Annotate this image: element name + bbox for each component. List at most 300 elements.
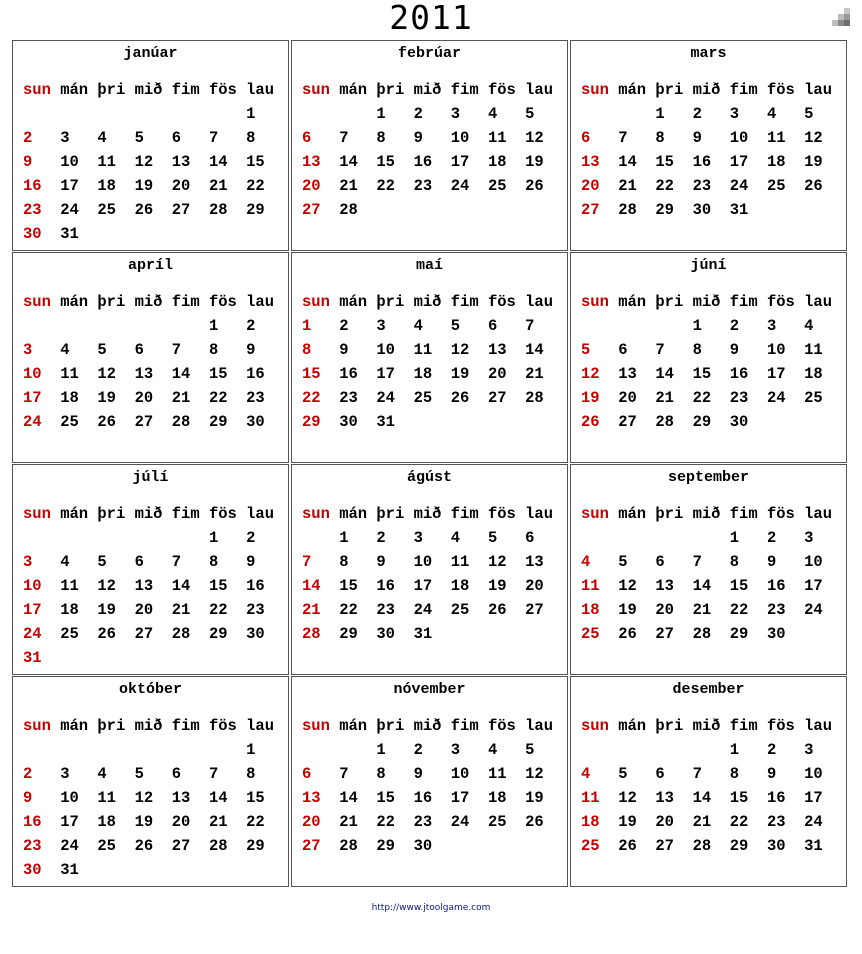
day-cell: 17	[729, 153, 749, 171]
weekday-label: sun	[302, 293, 330, 311]
week-row	[302, 105, 564, 129]
week-row	[302, 601, 564, 625]
weekday-label: fös	[766, 293, 795, 311]
day-cell: 14	[208, 789, 228, 807]
week-row	[581, 741, 843, 765]
day-cell: 26	[134, 837, 154, 855]
day-cell: 14	[171, 365, 191, 383]
day-cell: 20	[134, 601, 154, 619]
day-cell: 1	[729, 741, 740, 759]
day-cell: 3	[729, 105, 740, 123]
weekday-label: sun	[581, 505, 609, 523]
weekday-label: lau	[246, 293, 275, 311]
week-row	[581, 365, 843, 389]
empty-cell	[451, 837, 488, 861]
day-cell: 8	[729, 765, 740, 783]
day-cell: 24	[23, 413, 42, 431]
weekday-label: mán	[60, 81, 89, 99]
day-cell: 5	[134, 129, 144, 147]
day-cell: 4	[413, 317, 423, 335]
weekday-label: sun	[302, 81, 330, 99]
day-cell: 27	[655, 837, 674, 855]
weekday-label: fim	[729, 81, 758, 99]
day-cell: 19	[134, 813, 154, 831]
empty-cell	[172, 741, 209, 765]
day-cell: 1	[376, 105, 386, 123]
week-row	[23, 813, 285, 837]
day-cell: 13	[302, 153, 321, 171]
day-cell: 24	[450, 813, 470, 831]
week-row	[581, 105, 843, 129]
weekday-label: þri	[655, 81, 684, 99]
day-cell: 28	[208, 201, 228, 219]
day-cell: 1	[246, 105, 256, 123]
day-cell: 29	[208, 413, 228, 431]
day-cell: 10	[23, 365, 42, 383]
day-cell: 2	[766, 529, 777, 547]
day-cell: 4	[97, 765, 107, 783]
day-cell: 29	[246, 837, 265, 855]
day-cell: 29	[655, 201, 674, 219]
day-cell: 9	[766, 765, 777, 783]
day-cell: 4	[804, 317, 814, 335]
weekday-label: þri	[655, 293, 684, 311]
day-cell: 6	[302, 765, 312, 783]
day-cell: 12	[134, 153, 154, 171]
week-row	[581, 789, 843, 813]
day-cell: 19	[487, 577, 507, 595]
weekday-header	[23, 505, 285, 529]
empty-cell	[804, 201, 841, 225]
week-row	[302, 553, 564, 577]
month-4	[12, 252, 289, 463]
week-row	[302, 389, 564, 413]
day-cell: 29	[208, 625, 228, 643]
month-name: mars	[690, 45, 727, 62]
day-cell: 12	[581, 365, 600, 383]
month-6	[570, 252, 847, 463]
year-title: 2011	[389, 0, 473, 37]
day-cell: 3	[376, 317, 386, 335]
day-cell: 25	[60, 413, 79, 431]
weekday-label: fös	[208, 717, 237, 735]
day-cell: 8	[208, 553, 219, 571]
day-grid	[302, 717, 564, 861]
weekday-label: fös	[766, 717, 795, 735]
day-grid	[581, 293, 843, 437]
day-cell: 20	[171, 177, 191, 195]
day-cell: 9	[413, 129, 423, 147]
weekday-label: fös	[766, 81, 795, 99]
day-cell: 8	[692, 341, 702, 359]
weekday-label: mið	[692, 505, 721, 523]
week-row	[23, 153, 285, 177]
day-cell: 18	[766, 153, 786, 171]
weekday-label: fös	[766, 505, 795, 523]
month-8	[291, 464, 568, 675]
day-cell: 17	[766, 365, 786, 383]
week-row	[23, 365, 285, 389]
day-cell: 28	[302, 625, 321, 643]
empty-cell	[302, 105, 339, 129]
day-cell: 19	[134, 177, 154, 195]
day-cell: 5	[525, 105, 535, 123]
week-row	[581, 553, 843, 577]
day-cell: 3	[450, 741, 461, 759]
day-cell: 14	[171, 577, 191, 595]
day-cell: 11	[60, 365, 79, 383]
weekday-label: þri	[97, 293, 126, 311]
month-7	[12, 464, 289, 675]
day-cell: 27	[134, 413, 154, 431]
day-cell: 21	[525, 365, 544, 383]
day-cell: 17	[413, 577, 433, 595]
day-cell: 10	[23, 577, 42, 595]
day-cell: 25	[804, 389, 823, 407]
day-cell: 25	[487, 813, 507, 831]
day-cell: 2	[766, 741, 777, 759]
day-cell: 19	[97, 389, 116, 407]
day-grid	[581, 505, 843, 649]
day-cell: 29	[339, 625, 358, 643]
day-cell: 22	[208, 389, 228, 407]
weekday-header	[302, 81, 564, 105]
week-row	[23, 413, 285, 437]
day-cell: 30	[729, 413, 749, 431]
week-row	[23, 861, 285, 885]
empty-cell	[581, 105, 618, 129]
day-cell: 11	[450, 553, 470, 571]
empty-cell	[302, 529, 339, 553]
day-cell: 18	[581, 813, 600, 831]
month-name: janúar	[123, 45, 178, 62]
day-cell: 26	[450, 389, 470, 407]
month-name: desember	[672, 681, 745, 698]
day-cell: 5	[581, 341, 591, 359]
footer-link[interactable]: http://www.jtoolgame.com	[371, 903, 491, 913]
day-cell: 31	[804, 837, 823, 855]
day-cell: 7	[525, 317, 535, 335]
week-row	[23, 201, 285, 225]
empty-cell	[302, 741, 339, 765]
weekday-header	[302, 293, 564, 317]
empty-cell	[172, 529, 209, 553]
week-row	[302, 789, 564, 813]
day-cell: 17	[23, 389, 42, 407]
empty-cell	[581, 741, 618, 765]
day-cell: 8	[655, 129, 665, 147]
day-cell: 7	[692, 553, 702, 571]
day-cell: 5	[618, 765, 628, 783]
empty-cell	[581, 529, 618, 553]
day-cell: 13	[618, 365, 637, 383]
day-cell: 4	[766, 105, 777, 123]
month-1	[12, 40, 289, 251]
day-cell: 13	[134, 577, 154, 595]
weekday-label: fim	[171, 505, 200, 523]
day-cell: 22	[339, 601, 358, 619]
day-cell: 23	[766, 601, 786, 619]
empty-cell	[60, 105, 97, 129]
day-cell: 17	[804, 577, 823, 595]
week-row	[302, 529, 564, 553]
week-row	[581, 837, 843, 861]
empty-cell	[23, 741, 60, 765]
weekday-label: fim	[729, 293, 758, 311]
empty-cell	[209, 105, 246, 129]
day-grid	[581, 81, 843, 225]
day-cell: 18	[97, 813, 116, 831]
day-cell: 20	[302, 177, 321, 195]
day-cell: 26	[525, 177, 544, 195]
day-cell: 17	[376, 365, 395, 383]
weekday-label: mán	[60, 717, 89, 735]
week-row	[302, 365, 564, 389]
day-cell: 25	[413, 389, 433, 407]
day-cell: 1	[208, 317, 219, 335]
month-9	[570, 464, 847, 675]
weekday-label: lau	[525, 293, 554, 311]
day-cell: 17	[60, 813, 79, 831]
weekday-header	[302, 717, 564, 741]
weekday-label: mán	[60, 505, 89, 523]
day-cell: 14	[525, 341, 544, 359]
empty-cell	[618, 529, 655, 553]
week-row	[23, 529, 285, 553]
day-cell: 10	[450, 765, 470, 783]
weekday-label: mið	[692, 81, 721, 99]
empty-cell	[339, 105, 376, 129]
day-cell: 26	[804, 177, 823, 195]
day-cell: 4	[487, 105, 498, 123]
day-cell: 5	[618, 553, 628, 571]
empty-cell	[172, 105, 209, 129]
day-cell: 17	[804, 789, 823, 807]
day-cell: 12	[618, 577, 637, 595]
day-cell: 11	[804, 341, 823, 359]
week-row	[23, 577, 285, 601]
day-cell: 4	[487, 741, 498, 759]
week-row	[581, 177, 843, 201]
empty-cell	[23, 105, 60, 129]
day-cell: 28	[692, 625, 712, 643]
day-cell: 20	[171, 813, 191, 831]
month-12	[570, 676, 847, 887]
day-cell: 15	[692, 365, 712, 383]
day-cell: 11	[97, 789, 116, 807]
day-cell: 21	[171, 389, 191, 407]
empty-cell	[246, 225, 283, 249]
day-cell: 28	[618, 201, 637, 219]
empty-cell	[172, 861, 209, 885]
day-cell: 24	[60, 201, 79, 219]
weekday-label: fös	[487, 505, 516, 523]
week-row	[302, 317, 564, 341]
day-cell: 3	[450, 105, 461, 123]
day-cell: 16	[246, 365, 265, 383]
day-cell: 30	[246, 625, 265, 643]
day-cell: 23	[413, 813, 433, 831]
empty-cell	[97, 741, 134, 765]
weekday-label: þri	[97, 717, 126, 735]
month-name: október	[118, 681, 182, 698]
day-cell: 30	[339, 413, 358, 431]
day-cell: 20	[525, 577, 544, 595]
empty-cell	[693, 529, 730, 553]
weekday-label: mið	[413, 505, 442, 523]
day-grid	[302, 505, 564, 649]
day-cell: 11	[487, 765, 507, 783]
empty-cell	[97, 861, 134, 885]
weekday-label: þri	[97, 505, 126, 523]
weekday-label: þri	[376, 81, 405, 99]
day-cell: 9	[376, 553, 386, 571]
day-cell: 24	[60, 837, 79, 855]
day-cell: 27	[487, 389, 507, 407]
weekday-header	[581, 293, 843, 317]
weekday-header	[302, 505, 564, 529]
empty-cell	[655, 741, 692, 765]
day-cell: 23	[246, 601, 265, 619]
day-cell: 25	[97, 837, 116, 855]
week-row	[23, 177, 285, 201]
day-cell: 4	[60, 553, 70, 571]
day-cell: 16	[376, 577, 395, 595]
day-cell: 2	[376, 529, 386, 547]
day-cell: 28	[339, 201, 358, 219]
day-cell: 3	[60, 765, 70, 783]
empty-cell	[135, 529, 172, 553]
empty-cell	[209, 225, 246, 249]
day-cell: 6	[171, 129, 182, 147]
day-cell: 1	[246, 741, 256, 759]
day-cell: 16	[766, 577, 786, 595]
day-cell: 14	[339, 789, 358, 807]
day-cell: 18	[804, 365, 823, 383]
day-cell: 31	[60, 861, 79, 879]
week-row	[581, 625, 843, 649]
day-cell: 19	[525, 153, 544, 171]
day-cell: 26	[525, 813, 544, 831]
week-row	[23, 317, 285, 341]
day-cell: 21	[618, 177, 637, 195]
day-cell: 13	[581, 153, 600, 171]
day-cell: 28	[692, 837, 712, 855]
day-cell: 21	[339, 177, 358, 195]
empty-cell	[209, 741, 246, 765]
day-cell: 5	[97, 341, 107, 359]
day-cell: 14	[692, 789, 712, 807]
empty-cell	[60, 741, 97, 765]
month-name: maí	[415, 257, 443, 274]
weekday-label: lau	[804, 81, 833, 99]
day-cell: 23	[23, 201, 42, 219]
day-cell: 29	[729, 837, 749, 855]
month-5	[291, 252, 568, 463]
day-cell: 7	[302, 553, 312, 571]
weekday-label: fim	[450, 293, 479, 311]
month-3	[570, 40, 847, 251]
empty-cell	[135, 741, 172, 765]
day-cell: 21	[339, 813, 358, 831]
weekday-label: mið	[134, 293, 163, 311]
day-cell: 25	[766, 177, 786, 195]
empty-cell	[618, 105, 655, 129]
day-cell: 13	[655, 789, 674, 807]
weekday-label: sun	[23, 293, 51, 311]
day-cell: 14	[618, 153, 637, 171]
day-cell: 15	[729, 577, 749, 595]
month-2	[291, 40, 568, 251]
weekday-label: fös	[208, 81, 237, 99]
day-grid	[23, 293, 285, 437]
day-cell: 5	[525, 741, 535, 759]
day-cell: 8	[246, 765, 256, 783]
day-cell: 11	[60, 577, 79, 595]
day-cell: 25	[97, 201, 116, 219]
day-cell: 2	[23, 765, 33, 783]
day-cell: 22	[246, 813, 265, 831]
day-cell: 25	[60, 625, 79, 643]
day-cell: 8	[729, 553, 740, 571]
day-cell: 30	[413, 837, 433, 855]
weekday-label: mið	[692, 717, 721, 735]
day-cell: 30	[23, 861, 42, 879]
empty-cell	[525, 201, 562, 225]
week-row	[23, 389, 285, 413]
day-grid	[302, 293, 564, 437]
day-cell: 15	[655, 153, 674, 171]
day-cell: 29	[302, 413, 321, 431]
day-cell: 8	[376, 129, 386, 147]
day-cell: 26	[618, 625, 637, 643]
day-cell: 3	[23, 341, 33, 359]
weekday-header	[23, 293, 285, 317]
empty-cell	[525, 625, 562, 649]
day-cell: 26	[581, 413, 600, 431]
empty-cell	[451, 625, 488, 649]
day-cell: 31	[376, 413, 395, 431]
day-cell: 16	[413, 153, 433, 171]
day-cell: 27	[655, 625, 674, 643]
month-name: febrúar	[397, 45, 461, 62]
empty-cell	[97, 529, 134, 553]
week-row	[581, 153, 843, 177]
weekday-label: fim	[729, 717, 758, 735]
day-cell: 19	[525, 789, 544, 807]
weekday-label: mið	[692, 293, 721, 311]
empty-cell	[246, 861, 283, 885]
week-row	[302, 625, 564, 649]
day-cell: 30	[376, 625, 395, 643]
day-cell: 7	[339, 129, 349, 147]
day-cell: 2	[246, 529, 256, 547]
day-cell: 11	[581, 789, 600, 807]
day-cell: 24	[804, 813, 823, 831]
weekday-label: lau	[804, 505, 833, 523]
weekday-label: mán	[618, 717, 647, 735]
day-grid	[23, 505, 285, 673]
day-cell: 8	[246, 129, 256, 147]
day-cell: 8	[208, 341, 219, 359]
empty-cell	[804, 413, 841, 437]
day-cell: 2	[413, 741, 423, 759]
day-cell: 9	[729, 341, 740, 359]
week-row	[581, 529, 843, 553]
day-cell: 31	[23, 649, 42, 667]
day-cell: 28	[525, 389, 544, 407]
day-cell: 12	[525, 765, 544, 783]
